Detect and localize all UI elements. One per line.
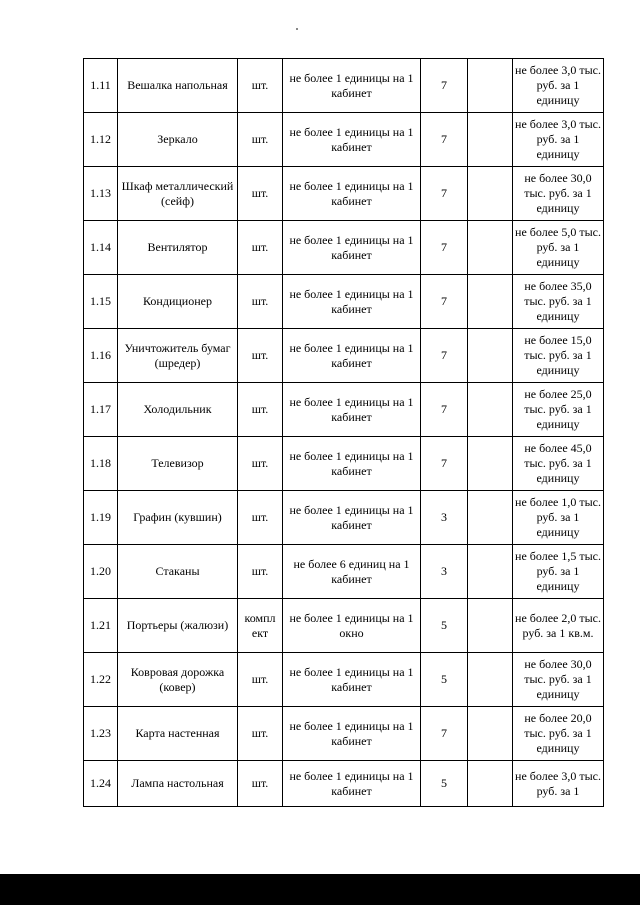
item-name-cell: Карта настенная [118,707,238,761]
unit-cell: шт. [238,491,283,545]
unit-cell: шт. [238,113,283,167]
unit-cell: шт. [238,275,283,329]
item-name-cell: Вешалка напольная [118,59,238,113]
blank-cell [468,383,513,437]
quantity-norm-cell: не более 1 единицы на 1 кабинет [283,383,421,437]
item-name-cell: Кондиционер [118,275,238,329]
count-cell: 7 [421,275,468,329]
count-cell: 7 [421,59,468,113]
row-number-cell: 1.18 [84,437,118,491]
row-number-cell: 1.22 [84,653,118,707]
price-limit-cell: не более 45,0 тыс. руб. за 1 единицу [513,437,604,491]
item-name-cell: Зеркало [118,113,238,167]
row-number-cell: 1.19 [84,491,118,545]
row-number-cell: 1.24 [84,761,118,807]
quantity-norm-cell: не более 1 единицы на 1 кабинет [283,653,421,707]
price-limit-cell: не более 3,0 тыс. руб. за 1 единицу [513,113,604,167]
item-name-cell: Холодильник [118,383,238,437]
table-row [84,491,604,545]
count-cell: 7 [421,329,468,383]
table-row [84,167,604,221]
unit-cell: шт. [238,545,283,599]
unit-cell: шт. [238,761,283,807]
row-number-cell: 1.13 [84,167,118,221]
row-number-cell: 1.17 [84,383,118,437]
price-limit-cell: не более 3,0 тыс. руб. за 1 [513,761,604,807]
quantity-norm-cell: не более 6 единиц на 1 кабинет [283,545,421,599]
quantity-norm-cell: не более 1 единицы на 1 кабинет [283,491,421,545]
quantity-norm-cell: не более 1 единицы на 1 окно [283,599,421,653]
count-cell: 7 [421,221,468,275]
price-limit-cell: не более 30,0 тыс. руб. за 1 единицу [513,653,604,707]
table-row [84,113,604,167]
item-name-cell: Лампа настольная [118,761,238,807]
count-cell: 7 [421,437,468,491]
row-number-cell: 1.11 [84,59,118,113]
equipment-norms-table [83,58,604,807]
blank-cell [468,653,513,707]
item-name-cell: Вентилятор [118,221,238,275]
blank-cell [468,59,513,113]
price-limit-cell: не более 25,0 тыс. руб. за 1 единицу [513,383,604,437]
price-limit-cell: не более 15,0 тыс. руб. за 1 единицу [513,329,604,383]
quantity-norm-cell: не более 1 единицы на 1 кабинет [283,707,421,761]
table-row [84,653,604,707]
quantity-norm-cell: не более 1 единицы на 1 кабинет [283,275,421,329]
quantity-norm-cell: не более 1 единицы на 1 кабинет [283,761,421,807]
row-number-cell: 1.12 [84,113,118,167]
table-row [84,329,604,383]
quantity-norm-cell: не более 1 единицы на 1 кабинет [283,113,421,167]
item-name-cell: Стаканы [118,545,238,599]
row-number-cell: 1.14 [84,221,118,275]
count-cell: 7 [421,383,468,437]
table-row [84,545,604,599]
count-cell: 7 [421,167,468,221]
quantity-norm-cell: не более 1 единицы на 1 кабинет [283,167,421,221]
item-name-cell: Графин (кувшин) [118,491,238,545]
table-row [84,221,604,275]
row-number-cell: 1.15 [84,275,118,329]
unit-cell: компл ект [238,599,283,653]
blank-cell [468,167,513,221]
count-cell: 3 [421,545,468,599]
scan-bottom-edge [0,874,640,905]
price-limit-cell: не более 35,0 тыс. руб. за 1 единицу [513,275,604,329]
table-row [84,761,604,807]
table-row [84,437,604,491]
count-cell: 7 [421,707,468,761]
table-row [84,275,604,329]
blank-cell [468,761,513,807]
price-limit-cell: не более 20,0 тыс. руб. за 1 единицу [513,707,604,761]
price-limit-cell: не более 1,5 тыс. руб. за 1 единицу [513,545,604,599]
price-limit-cell: не более 3,0 тыс. руб. за 1 единицу [513,59,604,113]
blank-cell [468,437,513,491]
quantity-norm-cell: не более 1 единицы на 1 кабинет [283,59,421,113]
blank-cell [468,329,513,383]
unit-cell: шт. [238,329,283,383]
item-name-cell: Портьеры (жалюзи) [118,599,238,653]
price-limit-cell: не более 1,0 тыс. руб. за 1 единицу [513,491,604,545]
blank-cell [468,599,513,653]
quantity-norm-cell: не более 1 единицы на 1 кабинет [283,437,421,491]
price-limit-cell: не более 30,0 тыс. руб. за 1 единицу [513,167,604,221]
row-number-cell: 1.23 [84,707,118,761]
table-row [84,599,604,653]
unit-cell: шт. [238,59,283,113]
count-cell: 5 [421,599,468,653]
table-body [84,59,604,807]
blank-cell [468,221,513,275]
item-name-cell: Уничтожитель бумаг (шредер) [118,329,238,383]
table-row [84,707,604,761]
price-limit-cell: не более 5,0 тыс. руб. за 1 единицу [513,221,604,275]
count-cell: 7 [421,113,468,167]
scan-speck [296,28,298,30]
unit-cell: шт. [238,167,283,221]
quantity-norm-cell: не более 1 единицы на 1 кабинет [283,329,421,383]
count-cell: 5 [421,653,468,707]
item-name-cell: Телевизор [118,437,238,491]
blank-cell [468,491,513,545]
unit-cell: шт. [238,437,283,491]
blank-cell [468,545,513,599]
count-cell: 5 [421,761,468,807]
table-row [84,383,604,437]
quantity-norm-cell: не более 1 единицы на 1 кабинет [283,221,421,275]
table-row [84,59,604,113]
row-number-cell: 1.21 [84,599,118,653]
price-limit-cell: не более 2,0 тыс. руб. за 1 кв.м. [513,599,604,653]
count-cell: 3 [421,491,468,545]
row-number-cell: 1.20 [84,545,118,599]
blank-cell [468,275,513,329]
item-name-cell: Ковровая дорожка (ковер) [118,653,238,707]
unit-cell: шт. [238,707,283,761]
item-name-cell: Шкаф металлический (сейф) [118,167,238,221]
blank-cell [468,707,513,761]
unit-cell: шт. [238,653,283,707]
blank-cell [468,113,513,167]
unit-cell: шт. [238,221,283,275]
row-number-cell: 1.16 [84,329,118,383]
unit-cell: шт. [238,383,283,437]
